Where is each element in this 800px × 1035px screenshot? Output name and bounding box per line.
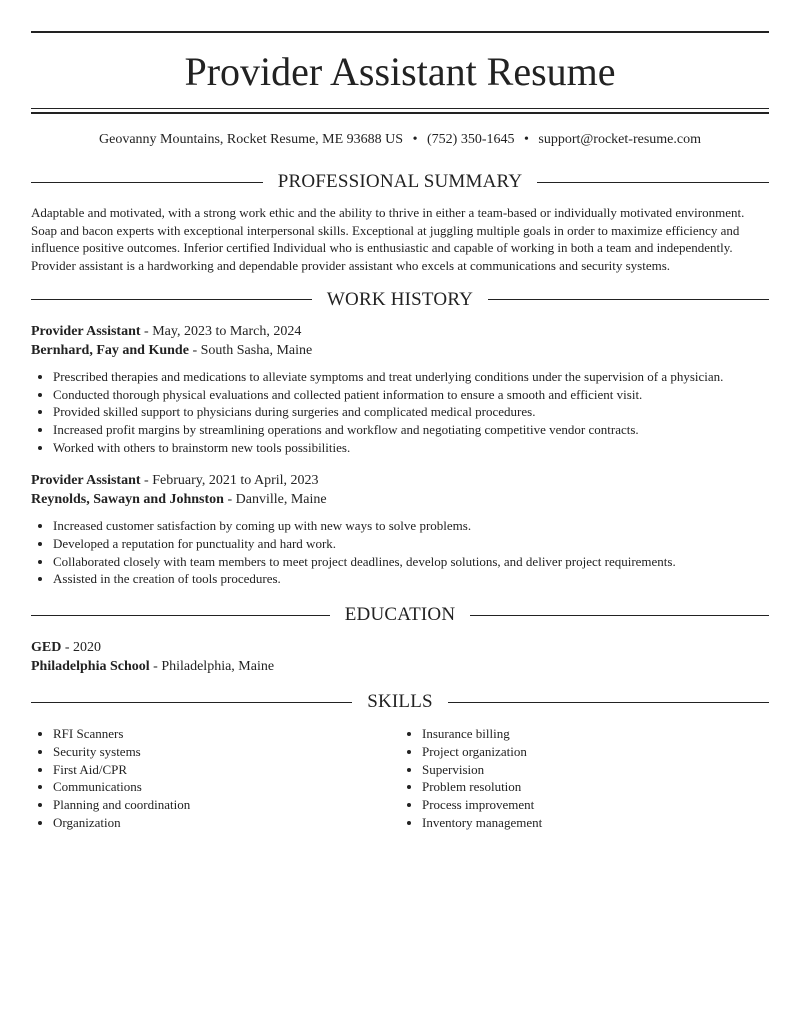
job-duties-list — [31, 517, 769, 588]
skill-item: • Planning and coordination — [53, 796, 400, 814]
resume-page — [31, 31, 769, 831]
education-entry — [31, 638, 769, 676]
contact-line — [31, 131, 769, 149]
job-duty: • Developed a reputation for punctuality and hard work. — [53, 535, 769, 553]
summary-heading — [31, 170, 769, 194]
job-location: - South Sasha, Maine — [188, 342, 313, 358]
job-entry — [31, 322, 769, 457]
contact-email: support@rocket-resume.com — [538, 132, 701, 147]
skill-item: • Problem resolution — [422, 778, 769, 796]
skills-heading-label: SKILLS — [367, 691, 433, 713]
job-company: Bernhard, Fay and Kunde — [31, 342, 189, 358]
contact-phone: (752) 350-1645 — [427, 132, 515, 147]
skill-item: • Communications — [53, 778, 400, 796]
heading-rule-left — [31, 702, 352, 703]
skill-item: • Project organization — [422, 743, 769, 761]
school-name: Philadelphia School — [31, 659, 150, 675]
resume-title: Provider Assistant Resume — [184, 49, 616, 94]
degree-year: - 2020 — [61, 640, 102, 656]
degree: GED — [31, 640, 62, 656]
education-heading — [31, 603, 769, 627]
summary-text: Adaptable and motivated, with a strong work ethic and the ability to thrive in either a team-based or individually motivated environment. Soap and bacon experts with exceptional interpersonal skills. Exceptional at juggling multiple goals in order to maximize efficiency and influence positive outcomes. Inferior certified Individual who is enthusiastic and capable of working in both a team and independently. Provider assistant is a hardworking and dependable provider assistant who excels at communications and security systems. — [31, 205, 745, 274]
contact-address: Geovanny Mountains, Rocket Resume, ME 93688 US — [99, 132, 404, 147]
school-location: - Philadelphia, Maine — [149, 659, 275, 675]
heading-rule-right — [537, 182, 769, 183]
skill-item: • RFI Scanners — [53, 725, 400, 743]
job-dates: - February, 2021 to April, 2023 — [140, 473, 319, 489]
job-company-line — [31, 490, 769, 509]
title-double-rule — [31, 108, 769, 114]
contact-separator: • — [412, 132, 418, 147]
work-heading-label: WORK HISTORY — [326, 288, 474, 310]
skills-list — [31, 725, 769, 831]
job-duty: • Assisted in the creation of tools procedures. — [53, 570, 769, 588]
summary-heading-label: PROFESSIONAL SUMMARY — [277, 171, 523, 192]
job-duty: • Conducted thorough physical evaluations and collected patient information to ensure a smooth and efficient visit. — [53, 386, 769, 404]
heading-rule-right — [470, 615, 769, 616]
job-duty: • Worked with others to brainstorm new tools possibilities. — [53, 439, 769, 457]
heading-rule-right — [448, 702, 769, 703]
skills-column-right — [400, 725, 769, 831]
skill-item: • Supervision — [422, 761, 769, 779]
education-heading-label: EDUCATION — [344, 604, 456, 626]
heading-rule-right — [488, 299, 769, 300]
job-duties-list — [31, 368, 769, 457]
work-heading — [31, 288, 769, 312]
job-location: - Danville, Maine — [223, 492, 327, 508]
skill-item: • Process improvement — [422, 796, 769, 814]
job-entry — [31, 471, 769, 588]
heading-rule-left — [31, 615, 330, 616]
skills-column-left — [31, 725, 400, 831]
skill-item: • Organization — [53, 814, 400, 832]
skill-item: • First Aid/CPR — [53, 761, 400, 779]
job-duty: • Increased profit margins by streamlining operations and workflow and negotiating competitive vendor contracts. — [53, 421, 769, 439]
skill-item: • Security systems — [53, 743, 400, 761]
job-company: Reynolds, Sawayn and Johnston — [31, 492, 224, 508]
job-duty: • Increased customer satisfaction by coming up with new ways to solve problems. — [53, 517, 769, 535]
job-duty: • Provided skilled support to physicians during surgeries and complicated medical procedures. — [53, 403, 769, 421]
school-line — [31, 657, 769, 676]
job-title: Provider Assistant — [31, 323, 141, 339]
skill-item: • Inventory management — [422, 814, 769, 832]
contact-separator: • — [524, 132, 529, 147]
job-company-line — [31, 341, 769, 360]
job-title-line — [31, 471, 769, 490]
job-duty: • Prescribed therapies and medications to alleviate symptoms and treat underlying conditions under the supervision of a physician. — [53, 368, 769, 386]
heading-rule-left — [31, 299, 312, 300]
job-title: Provider Assistant — [31, 473, 141, 489]
job-dates: - May, 2023 to March, 2024 — [140, 323, 302, 339]
top-rule — [31, 31, 769, 33]
degree-line — [31, 638, 769, 657]
job-duty: • Collaborated closely with team members to meet project deadlines, develop solutions, and deliver project requirements. — [53, 553, 769, 571]
heading-rule-left — [31, 182, 263, 183]
skills-heading — [31, 690, 769, 714]
skill-item: • Insurance billing — [422, 725, 769, 743]
job-title-line — [31, 322, 769, 341]
